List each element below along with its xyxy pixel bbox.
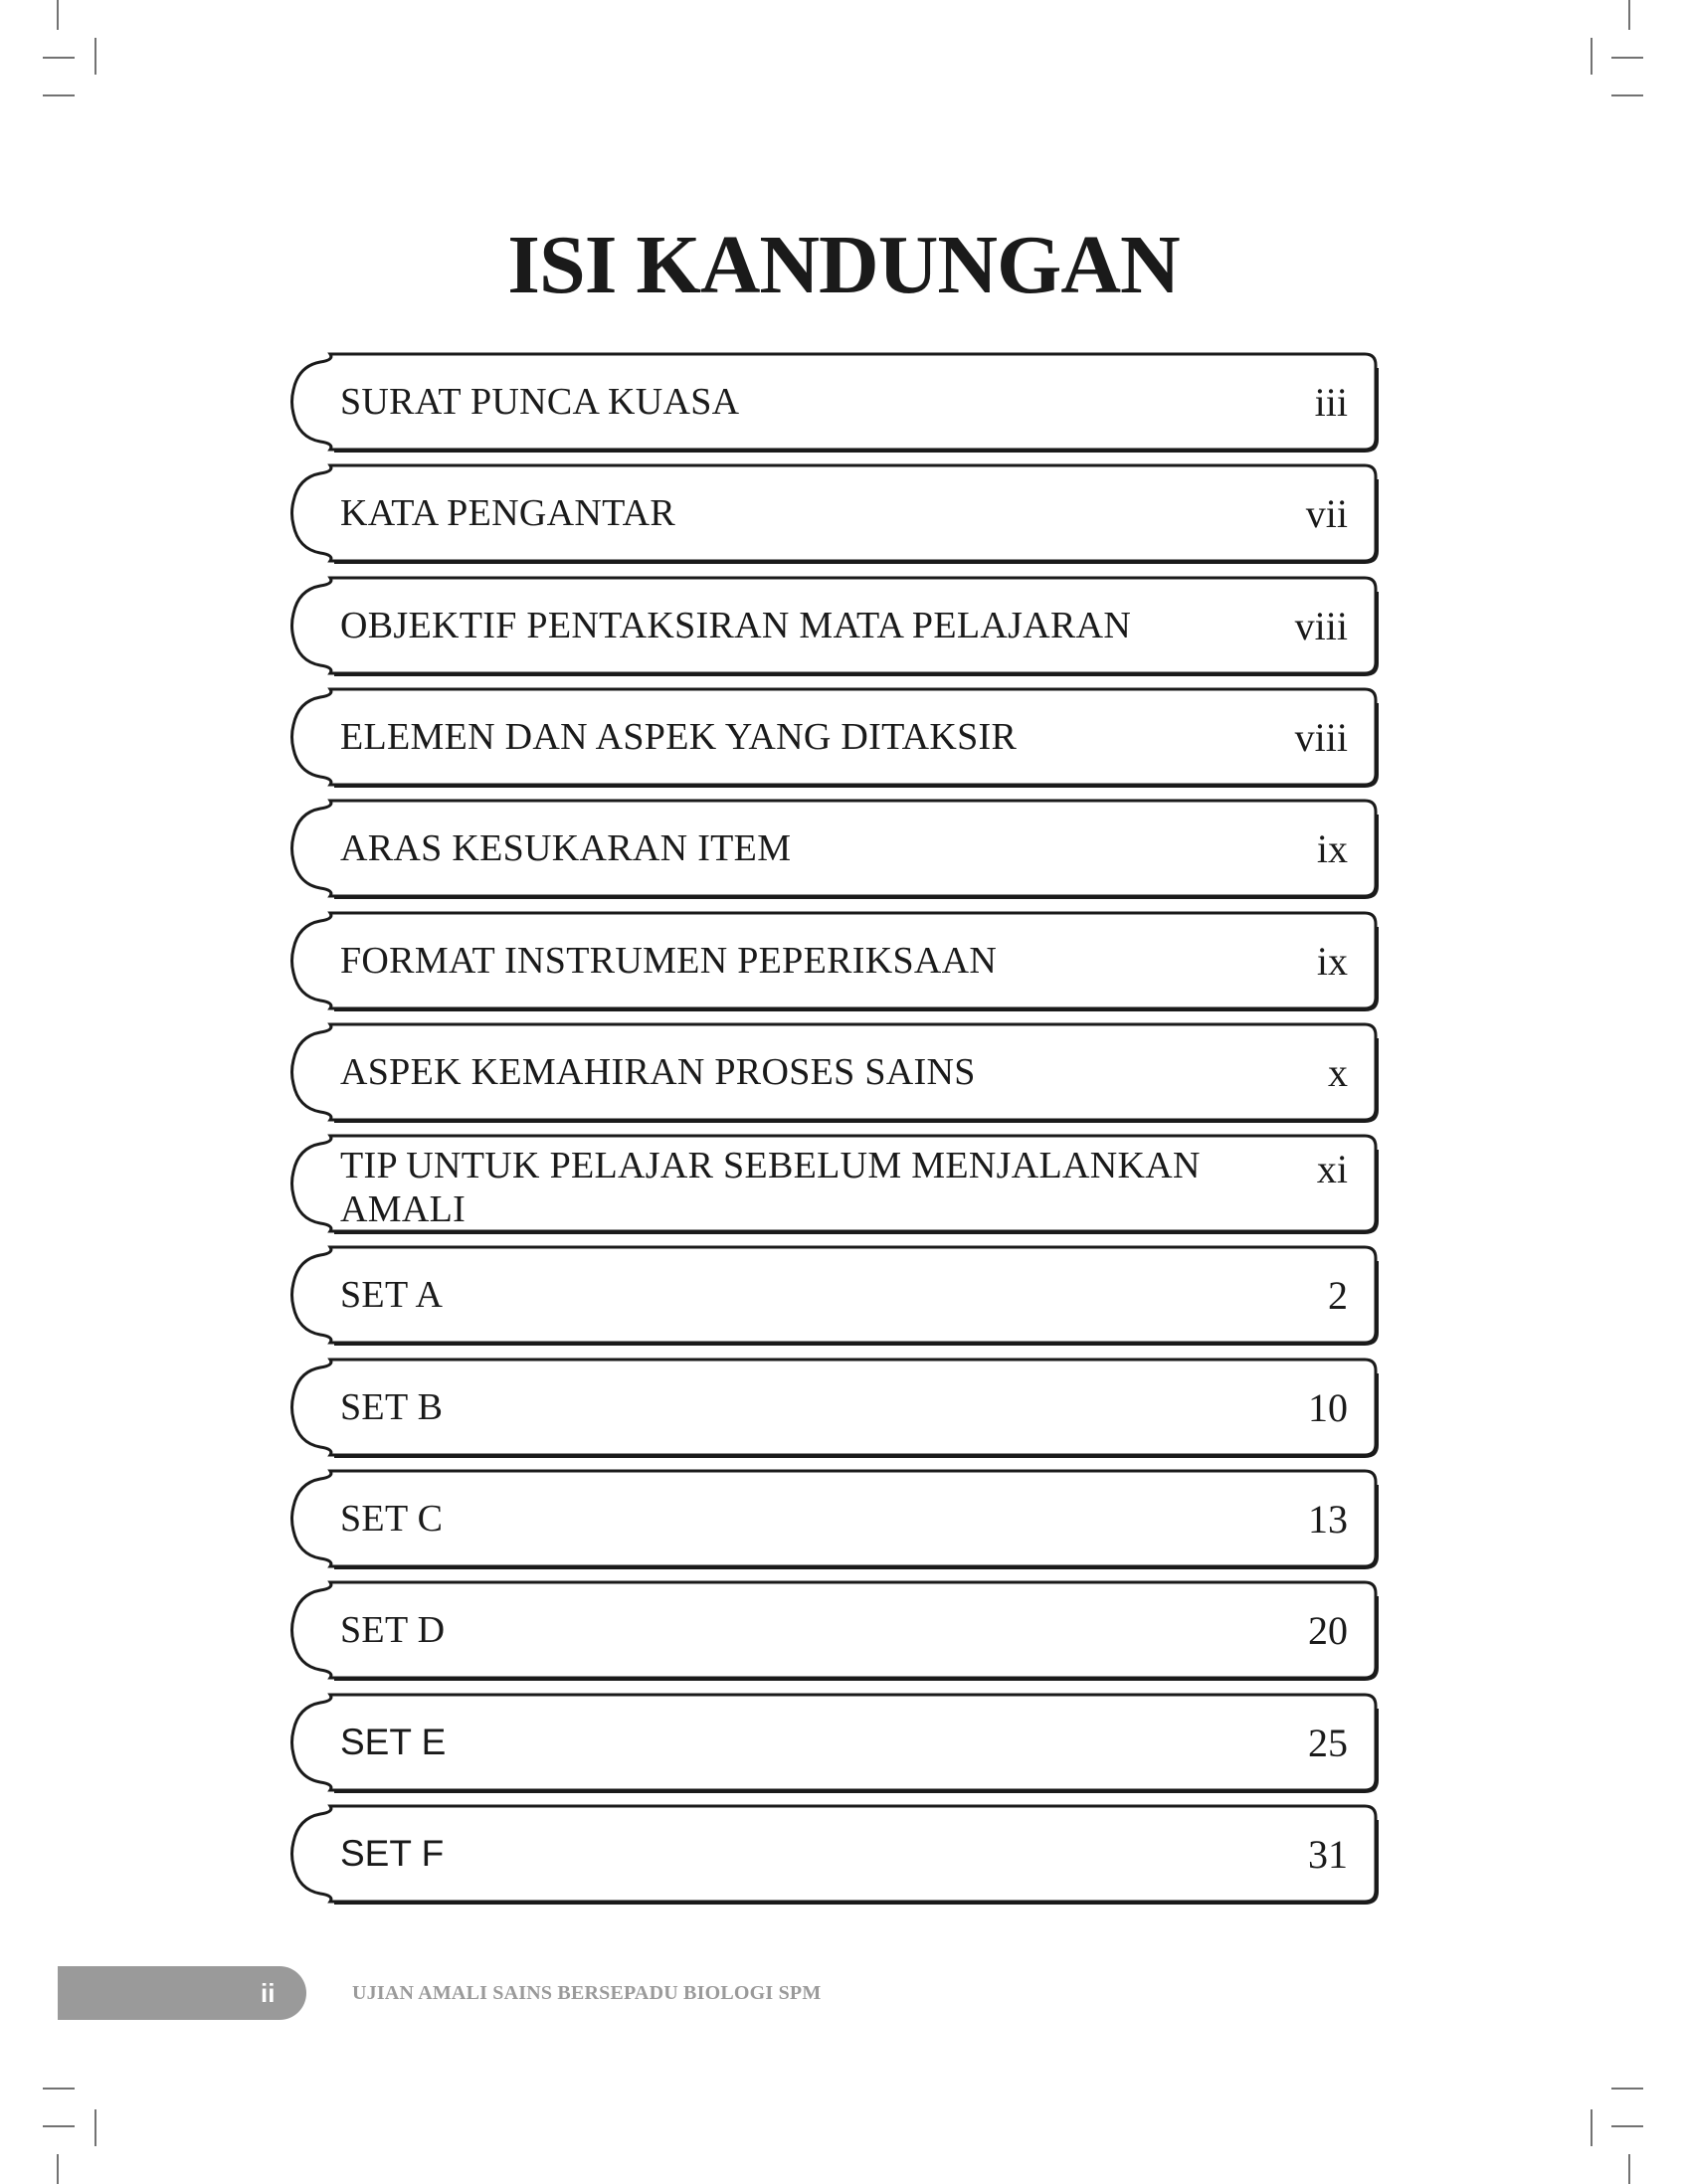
toc-entry[interactable] xyxy=(290,352,1378,452)
toc-entry-page: vii xyxy=(1305,490,1348,536)
toc-entry[interactable] xyxy=(290,1245,1378,1345)
toc-entry-page: 25 xyxy=(1308,1720,1348,1765)
toc-entry-page: 31 xyxy=(1308,1831,1348,1877)
toc-entry[interactable] xyxy=(290,463,1378,563)
toc-entry-label: TIP UNTUK PELAJAR SEBELUM MENJALANKAN AMALI xyxy=(340,1145,1201,1230)
toc-entry[interactable] xyxy=(290,1358,1378,1457)
toc-entry-label: SET A xyxy=(340,1274,444,1316)
toc-entry-label: SET B xyxy=(340,1386,444,1428)
toc-entry-label: ARAS KESUKARAN ITEM xyxy=(340,827,792,869)
toc-entry-page: 20 xyxy=(1308,1607,1348,1653)
footer-page-number: ii xyxy=(261,1977,276,2008)
toc-entry-page: xi xyxy=(1316,1147,1348,1191)
toc-entry-page: ix xyxy=(1316,825,1348,871)
toc-entry-page: x xyxy=(1328,1049,1348,1095)
toc-entry[interactable] xyxy=(290,1469,1378,1568)
toc-entry-label: SET E xyxy=(340,1722,447,1762)
toc-entry[interactable] xyxy=(290,1134,1378,1233)
toc-entry[interactable] xyxy=(290,1693,1378,1792)
toc-entry-label: SET F xyxy=(340,1833,445,1874)
toc-entry[interactable] xyxy=(290,911,1378,1010)
toc-entry[interactable] xyxy=(290,576,1378,675)
toc-entry-page: 13 xyxy=(1308,1496,1348,1542)
toc-entry-page: viii xyxy=(1294,714,1348,760)
toc-entry[interactable] xyxy=(290,1804,1378,1904)
toc-entry[interactable] xyxy=(290,687,1378,787)
toc-entry-label: ASPEK KEMAHIRAN PROSES SAINS xyxy=(340,1051,976,1093)
toc-entry[interactable] xyxy=(290,1580,1378,1680)
toc-entry-page: 2 xyxy=(1328,1272,1348,1318)
toc-entry-label: OBJEKTIF PENTAKSIRAN MATA PELAJARAN xyxy=(340,605,1132,646)
toc-entry-label: KATA PENGANTAR xyxy=(340,492,675,534)
toc-entry[interactable] xyxy=(290,799,1378,898)
page-title: ISI KANDUNGAN xyxy=(507,219,1180,311)
toc-entry-page: ix xyxy=(1316,938,1348,984)
footer-book-title: UJIAN AMALI SAINS BERSEPADU BIOLOGI SPM xyxy=(352,1981,822,2004)
toc-entry-label: SET D xyxy=(340,1609,446,1651)
toc-entry[interactable] xyxy=(290,1022,1378,1122)
toc-entry-label: SURAT PUNCA KUASA xyxy=(340,381,740,423)
toc-entry-page: 10 xyxy=(1308,1384,1348,1430)
toc-entry-label: FORMAT INSTRUMEN PEPERIKSAAN xyxy=(340,940,998,982)
toc-entry-page: iii xyxy=(1314,379,1348,425)
toc-entry-label: SET C xyxy=(340,1498,444,1540)
toc-entry-page: viii xyxy=(1294,603,1348,648)
toc-entry-label: ELEMEN DAN ASPEK YANG DITAKSIR xyxy=(340,716,1018,758)
